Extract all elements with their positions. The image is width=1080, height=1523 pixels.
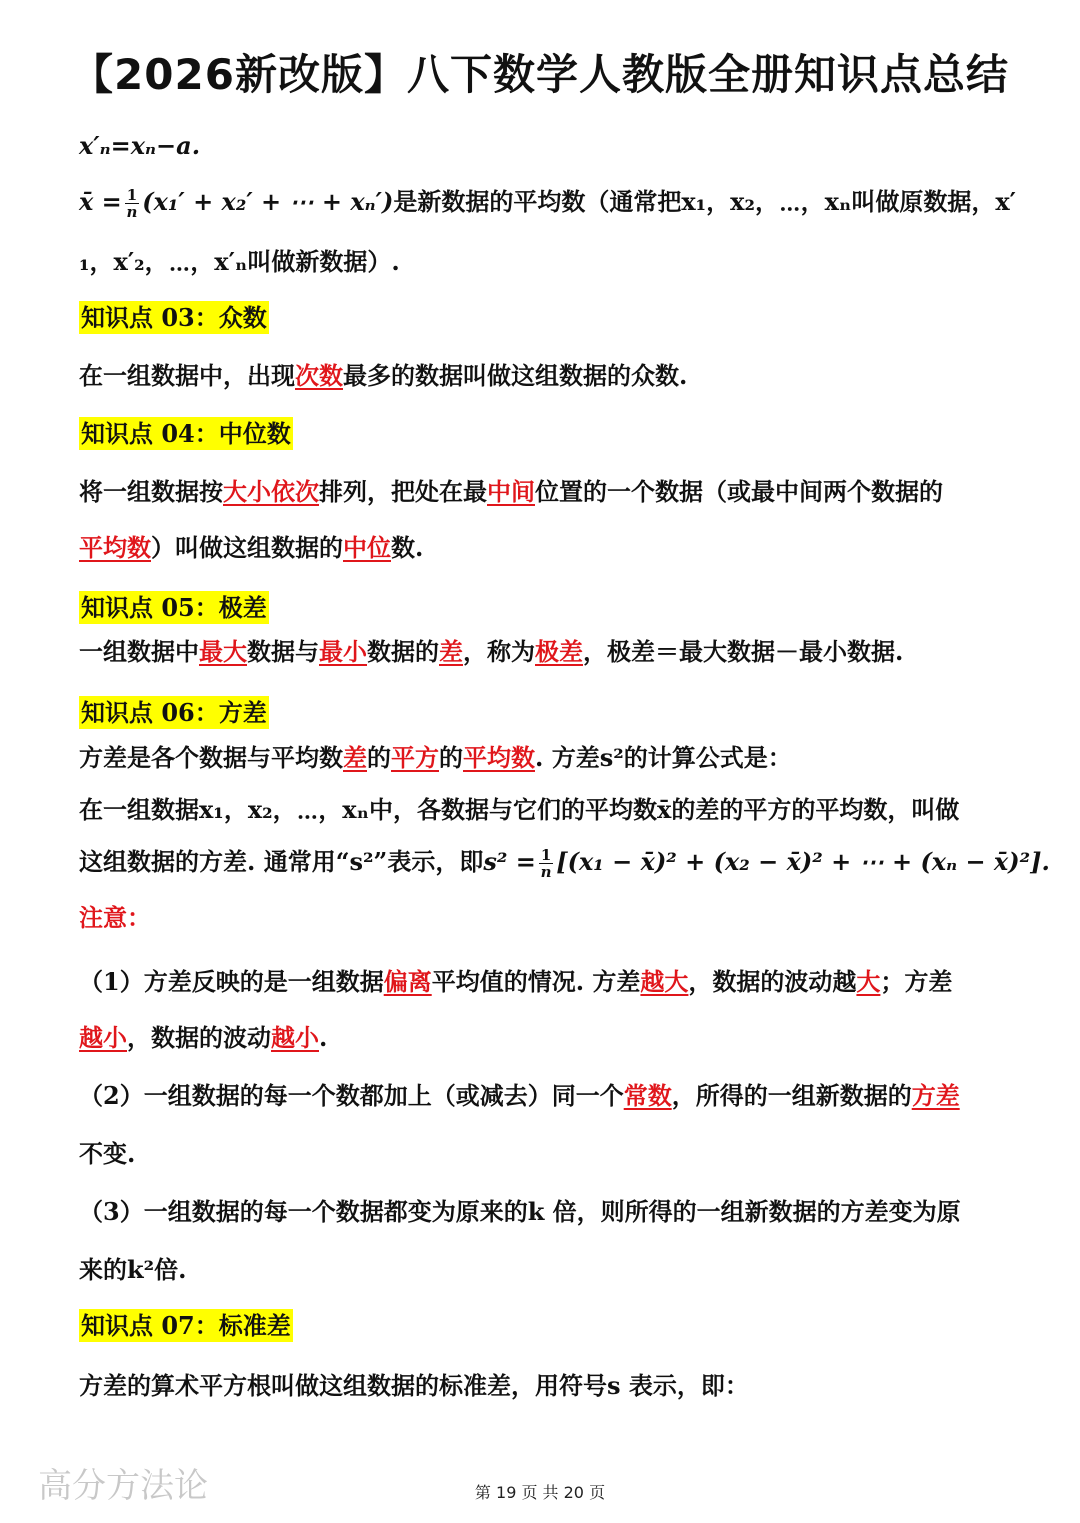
section-heading-median <box>79 418 1020 450</box>
text-span: 在一组数据中，出现 <box>79 361 295 390</box>
mean-expression: (x₁′ + x₂′ + ⋯ + xₙ′) <box>142 187 394 216</box>
median-definition-line2 <box>79 532 1020 564</box>
red-keyword: 最小 <box>319 637 367 666</box>
fraction-one-over-n <box>539 847 553 880</box>
heading-highlight: 知识点 07：标准差 <box>81 1311 291 1340</box>
heading-highlight: 知识点 06：方差 <box>81 698 267 727</box>
red-keyword: 中间 <box>487 477 535 506</box>
watermark: 高分方法论 <box>38 1466 208 1506</box>
note-1-line2 <box>79 1022 1020 1054</box>
variance-explanation-line2 <box>79 846 1050 881</box>
red-keyword: 中位 <box>343 533 391 562</box>
text-span: ）叫做这组数据的 <box>151 533 343 562</box>
page-title: 【2026新改版】八下数学人教版全册知识点总结 <box>71 50 1009 99</box>
text-span: 数据的 <box>367 637 439 666</box>
note-2-line2: 不变. <box>79 1139 136 1168</box>
mean-description: 是新数据的平均数（通常把x₁，x₂，⋯，xₙ叫做原数据，x′ <box>393 187 1016 216</box>
red-keyword: 大小依次 <box>223 477 319 506</box>
text-span: 的 <box>367 743 391 772</box>
page-footer: 第 19 页 共 20 页 <box>474 1483 606 1502</box>
note-3-line1: （3）一组数据的每一个数据都变为原来的k 倍，则所得的一组新数据的方差变为原 <box>79 1197 961 1226</box>
text-span: . <box>319 1023 328 1052</box>
fraction-denominator: n <box>540 863 552 881</box>
fraction-one-over-n <box>125 187 139 220</box>
variance-formula-rhs: [(x₁ − x̄)² + (x₂ − x̄)² + ⋯ + (xₙ − x̄)²]. <box>556 847 1050 876</box>
text-span: ，所得的一组新数据的 <box>671 1081 912 1110</box>
text-span: 排列，把处在最 <box>319 477 487 506</box>
fraction-denominator: n <box>126 203 138 221</box>
text-span: ，数据的波动 <box>127 1023 271 1052</box>
text-span: ，称为 <box>463 637 535 666</box>
text-span: ，数据的波动越 <box>688 967 857 996</box>
red-keyword: 次数 <box>295 361 343 390</box>
text-span: （1）方差反映的是一组数据 <box>79 967 384 996</box>
text-span: . 方差s²的计算公式是： <box>535 743 792 772</box>
text-span: ，极差＝最大数据－最小数据. <box>583 637 904 666</box>
note-2-line1 <box>79 1080 1020 1112</box>
fraction-numerator: 1 <box>126 186 138 204</box>
heading-highlight: 知识点 05：极差 <box>81 593 267 622</box>
median-definition-line1 <box>79 476 1020 508</box>
text-span: 数. <box>391 533 424 562</box>
std-dev-definition: 方差的算术平方根叫做这组数据的标准差，用符号s 表示，即： <box>79 1371 749 1400</box>
note-3-line2: 来的k²倍. <box>79 1255 187 1284</box>
mean-description-continued: ₁，x′₂，⋯，x′ₙ叫做新数据）. <box>79 247 400 276</box>
section-heading-std-dev <box>79 1310 1020 1342</box>
formula-new-mean <box>79 186 1020 220</box>
text-span: 位置的一个数据（或最中间两个数据的 <box>535 477 943 506</box>
red-keyword: 差 <box>343 743 367 772</box>
text-span: ；方差 <box>880 967 953 996</box>
red-keyword: 越大 <box>640 967 689 996</box>
text-span: 这组数据的方差. 通常用“s²”表示，即 <box>79 847 484 876</box>
red-keyword: 方差 <box>911 1081 960 1110</box>
red-keyword: 常数 <box>623 1081 672 1110</box>
red-keyword: 大 <box>856 967 881 996</box>
variance-explanation-line1: 在一组数据x₁，x₂，⋯，xₙ中，各数据与它们的平均数x̄的差的平方的平均数，叫做 <box>79 795 960 824</box>
text-span: 平均值的情况. 方差 <box>431 967 641 996</box>
red-keyword: 平方 <box>391 743 439 772</box>
section-heading-mode <box>79 302 1020 334</box>
red-keyword: 差 <box>439 637 463 666</box>
text-span: （2）一组数据的每一个数都加上（或减去）同一个 <box>79 1081 624 1110</box>
fraction-numerator: 1 <box>540 846 552 864</box>
variance-definition <box>79 742 1020 774</box>
mode-definition <box>79 360 1020 392</box>
text-span: 数据与 <box>247 637 319 666</box>
red-keyword: 越小 <box>79 1023 127 1052</box>
note-label-text: 注意： <box>79 903 151 932</box>
red-keyword: 平均数 <box>463 743 535 772</box>
text-span: 的 <box>439 743 463 772</box>
range-definition <box>79 636 1020 668</box>
text-span: 一组数据中 <box>79 637 199 666</box>
red-keyword: 极差 <box>535 637 583 666</box>
red-keyword: 平均数 <box>79 533 151 562</box>
formula-new-data: x′ₙ=xₙ−a. <box>79 131 201 160</box>
note-label <box>79 902 1020 934</box>
red-keyword: 最大 <box>199 637 247 666</box>
variance-formula-lhs: s² = <box>483 847 536 876</box>
heading-highlight: 知识点 04：中位数 <box>81 419 291 448</box>
mean-symbol: x̄ = <box>79 187 122 216</box>
section-heading-variance <box>79 697 1020 729</box>
section-heading-range <box>79 592 1020 624</box>
red-keyword: 越小 <box>271 1023 319 1052</box>
red-keyword: 偏离 <box>383 967 432 996</box>
heading-highlight: 知识点 03：众数 <box>81 303 267 332</box>
text-span: 最多的数据叫做这组数据的众数. <box>343 361 688 390</box>
note-1-line1 <box>79 966 1020 998</box>
text-span: 方差是各个数据与平均数 <box>79 743 343 772</box>
text-span: 将一组数据按 <box>79 477 223 506</box>
